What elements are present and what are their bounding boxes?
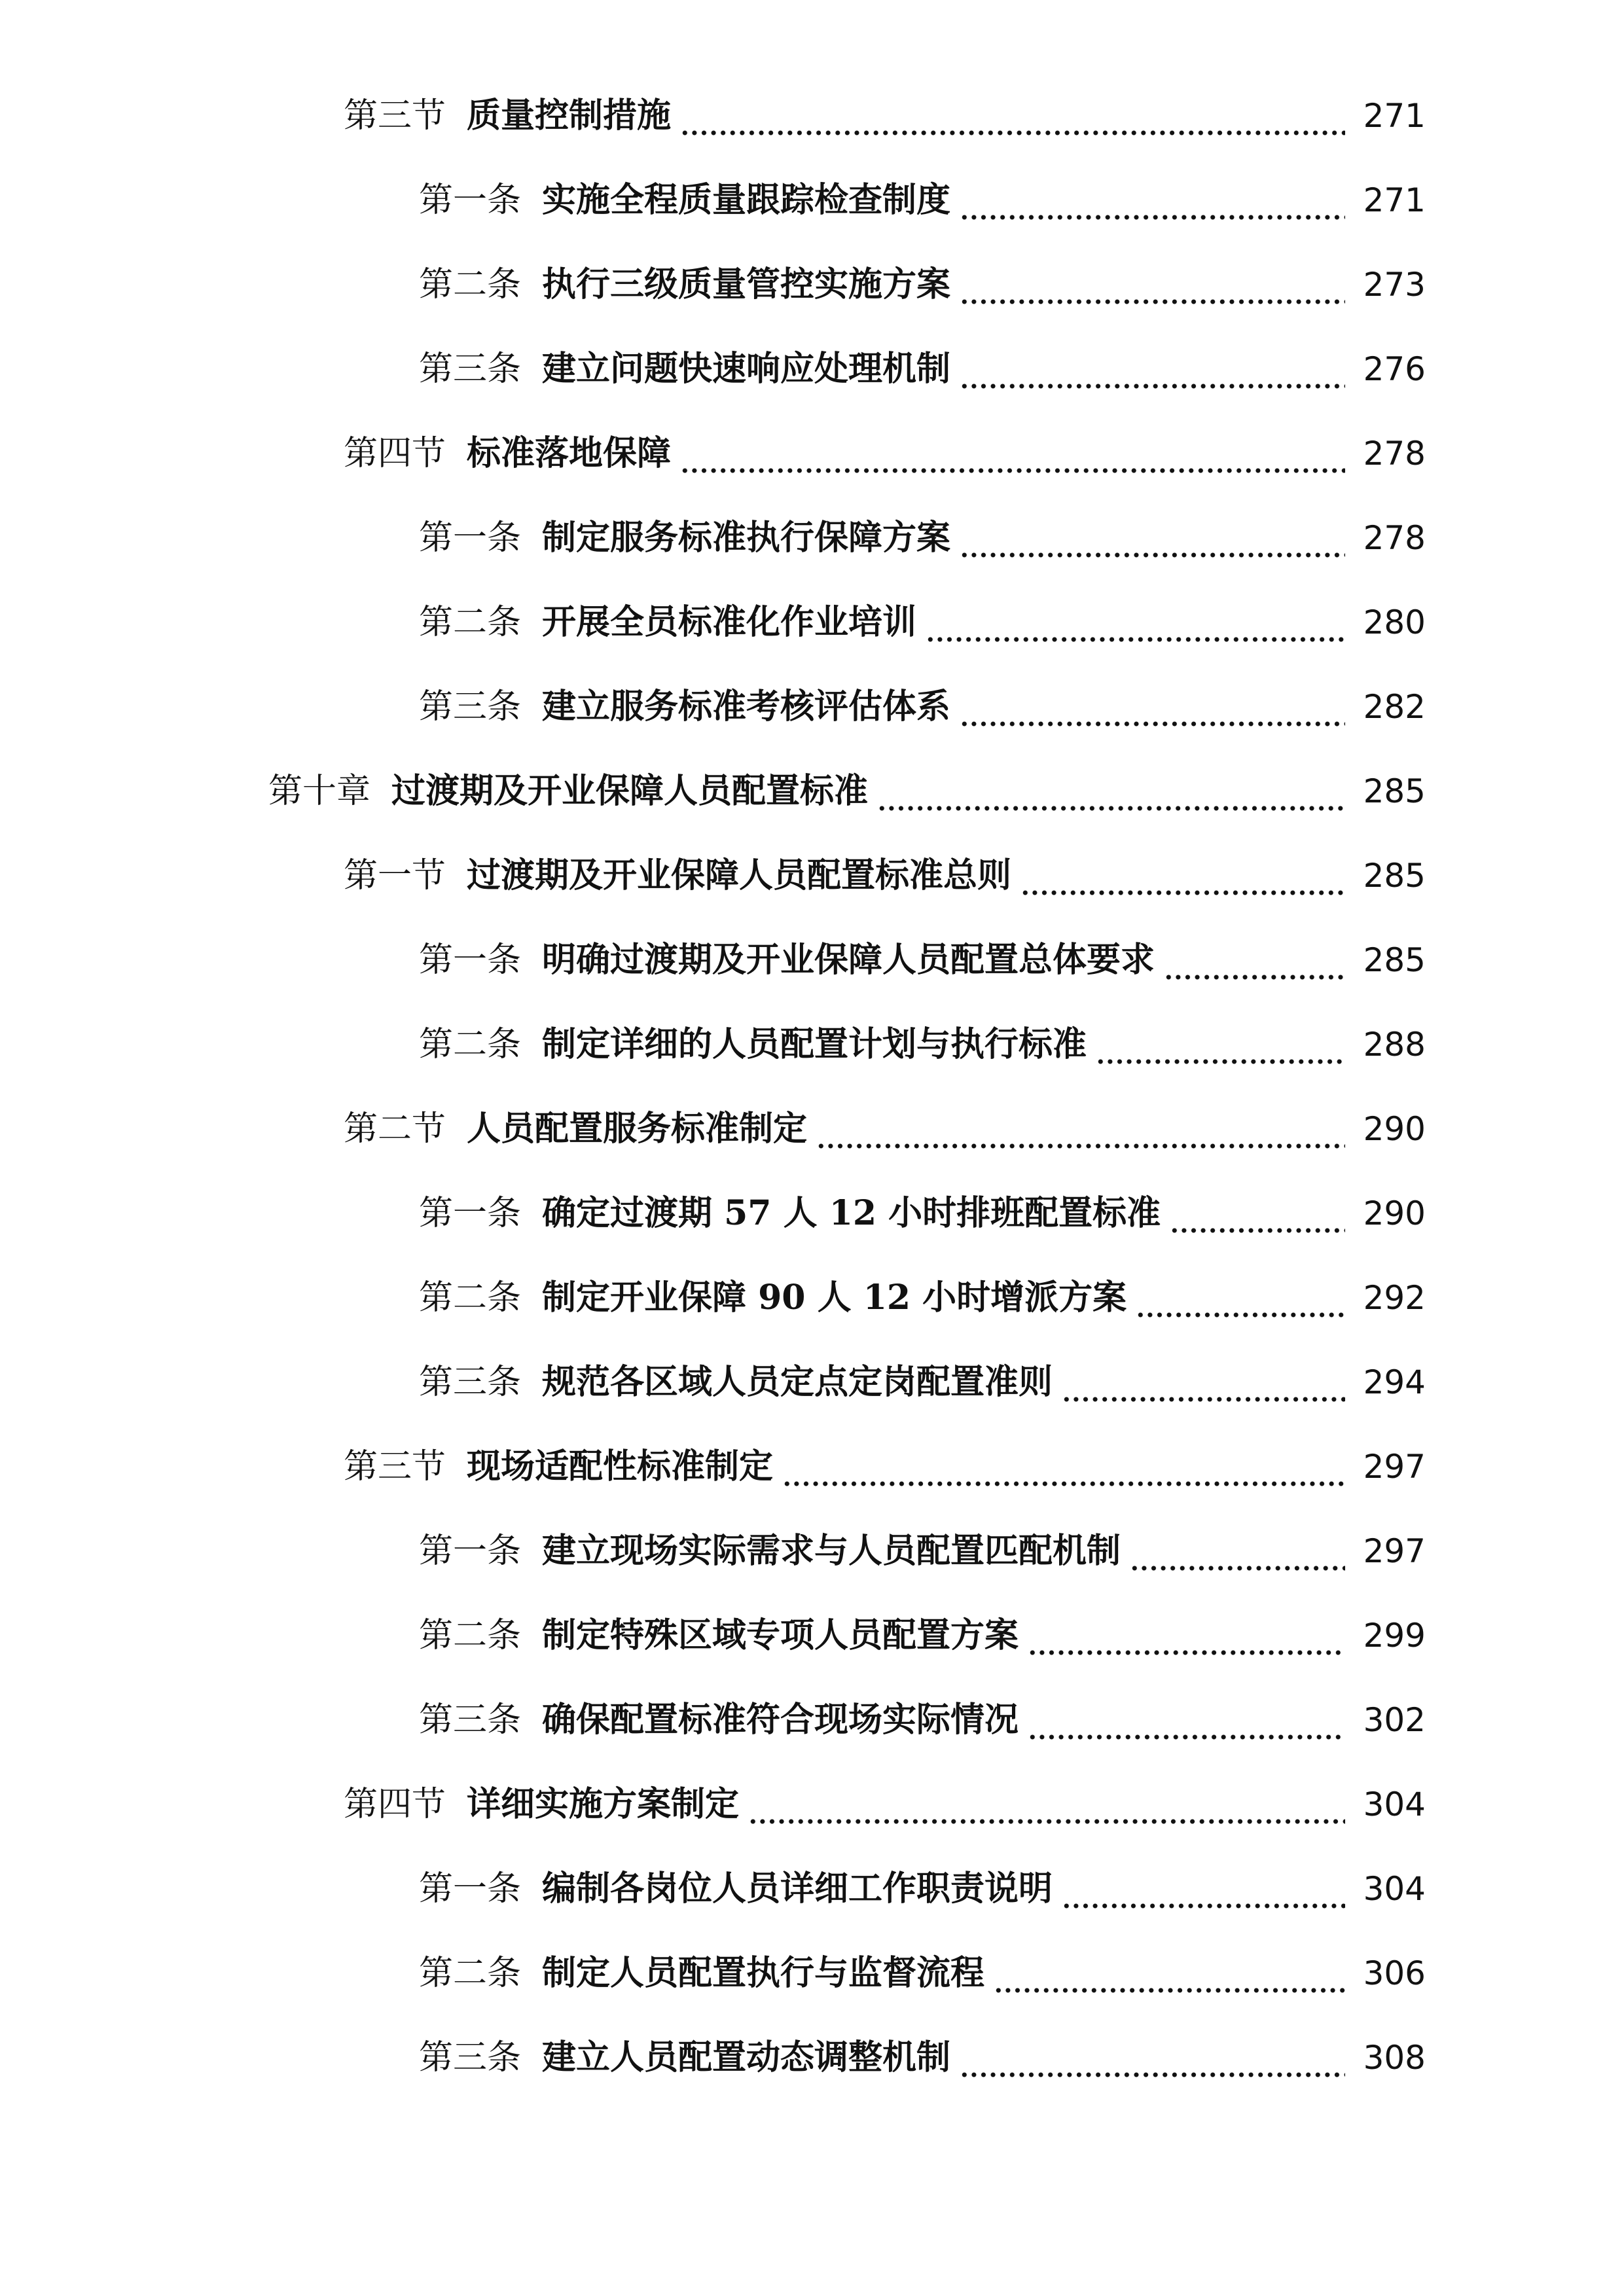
toc-entry-page: 302 (1363, 1700, 1426, 1739)
toc-entry-number: 第四节 (344, 1784, 446, 1824)
toc-entry-section[interactable] (0, 833, 1624, 918)
dot-leader (960, 525, 1345, 559)
toc-entry-number: 第十章 (268, 771, 371, 811)
toc-entry-number: 第一节 (344, 855, 446, 895)
toc-entry-page: 290 (1363, 1109, 1426, 1148)
toc-entry-page: 288 (1363, 1025, 1426, 1064)
toc-entry-title: 人员配置服务标准制定 (467, 1108, 808, 1149)
toc-entry-number: 第一条 (419, 1869, 522, 1909)
dot-leader (1096, 1031, 1345, 1066)
toc-entry-title: 编制各岗位人员详细工作职责说明 (542, 1868, 1053, 1909)
toc-entry-page: 304 (1363, 1785, 1426, 1823)
toc-entry-number: 第二条 (419, 1278, 522, 1318)
dot-leader (816, 1116, 1345, 1150)
toc-entry-number: 第三节 (344, 1446, 446, 1486)
toc-entry-title: 执行三级质量管控实施方案 (542, 264, 951, 304)
toc-entry-page: 294 (1363, 1363, 1426, 1401)
dot-leader (960, 356, 1345, 390)
dot-leader (680, 103, 1345, 137)
toc-entry-number: 第三条 (419, 1700, 522, 1740)
toc-entry-article[interactable] (0, 1255, 1624, 1340)
dot-leader (877, 778, 1345, 812)
toc-entry-title: 过渡期及开业保障人员配置标准 (391, 770, 869, 811)
dot-leader (1028, 1707, 1345, 1741)
toc-entry-title: 标准落地保障 (467, 433, 672, 473)
dot-leader (960, 272, 1345, 306)
toc-entry-title: 详细实施方案制定 (467, 1784, 740, 1824)
toc-entry-article[interactable] (0, 1340, 1624, 1424)
dot-leader (1170, 1200, 1345, 1234)
toc-entry-article[interactable] (0, 1931, 1624, 2015)
dot-leader (960, 2045, 1345, 2079)
toc-entry-number: 第三条 (419, 1362, 522, 1402)
toc-entry-page: 273 (1363, 265, 1426, 304)
dot-leader (1164, 947, 1345, 981)
toc-entry-title: 制定开业保障 90 人 12 小时增派方案 (542, 1277, 1127, 1318)
toc-entry-article[interactable] (0, 495, 1624, 580)
toc-entry-section[interactable] (0, 1762, 1624, 1846)
toc-entry-number: 第一条 (419, 518, 522, 558)
toc-entry-article[interactable] (0, 580, 1624, 664)
toc-entry-article[interactable] (0, 1593, 1624, 1677)
toc-entry-page: 285 (1363, 856, 1426, 895)
toc-entry-number: 第三节 (344, 96, 446, 135)
toc-entry-section[interactable] (0, 1424, 1624, 1509)
toc-entry-chapter[interactable] (0, 749, 1624, 833)
toc-entry-page: 271 (1363, 181, 1426, 219)
toc-entry-article[interactable] (0, 918, 1624, 1002)
toc-entry-page: 276 (1363, 350, 1426, 388)
toc-entry-number: 第一条 (419, 180, 522, 220)
toc-entry-number: 第三条 (419, 687, 522, 726)
toc-entry-article[interactable] (0, 1171, 1624, 1255)
toc-entry-title: 制定服务标准执行保障方案 (542, 517, 951, 558)
dot-leader (960, 187, 1345, 221)
toc-entry-title: 实施全程质量跟踪检查制度 (542, 179, 951, 220)
toc-entry-number: 第一条 (419, 940, 522, 980)
toc-entry-title: 制定详细的人员配置计划与执行标准 (542, 1024, 1087, 1064)
toc-entry-title: 现场适配性标准制定 (467, 1446, 774, 1486)
toc-entry-title: 制定人员配置执行与监督流程 (542, 1952, 985, 1993)
dot-leader (782, 1454, 1345, 1488)
toc-entry-title: 确保配置标准符合现场实际情况 (542, 1699, 1019, 1740)
dot-leader (1020, 863, 1345, 897)
toc-entry-title: 建立问题快速响应处理机制 (542, 348, 951, 389)
toc-entry-page: 292 (1363, 1278, 1426, 1317)
toc-entry-article[interactable] (0, 664, 1624, 749)
toc-entry-number: 第一条 (419, 1531, 522, 1571)
toc-entry-title: 制定特殊区域专项人员配置方案 (542, 1615, 1019, 1655)
toc-entry-article[interactable] (0, 1509, 1624, 1593)
toc-entry-title: 确定过渡期 57 人 12 小时排班配置标准 (542, 1193, 1161, 1233)
toc-entry-page: 299 (1363, 1616, 1426, 1655)
toc-entry-article[interactable] (0, 327, 1624, 411)
toc-entry-number: 第二条 (419, 264, 522, 304)
toc-entry-page: 304 (1363, 1869, 1426, 1908)
dot-leader (994, 1960, 1345, 1994)
toc-entry-page: 278 (1363, 518, 1426, 557)
toc-entry-page: 285 (1363, 772, 1426, 810)
toc-entry-article[interactable] (0, 242, 1624, 327)
toc-entry-page: 306 (1363, 1954, 1426, 1992)
toc-entry-title: 明确过渡期及开业保障人员配置总体要求 (542, 939, 1155, 980)
toc-entry-section[interactable] (0, 1086, 1624, 1171)
toc-entry-page: 282 (1363, 687, 1426, 726)
toc-entry-page: 297 (1363, 1447, 1426, 1486)
toc-entry-number: 第二条 (419, 602, 522, 642)
toc-entry-number: 第四节 (344, 433, 446, 473)
toc-entry-title: 开展全员标准化作业培训 (542, 601, 917, 642)
toc-entry-article[interactable] (0, 1002, 1624, 1086)
toc-entry-page: 308 (1363, 2038, 1426, 2077)
toc-entry-page: 278 (1363, 434, 1426, 473)
toc-entry-section[interactable] (0, 411, 1624, 495)
toc-entry-number: 第二条 (419, 1024, 522, 1064)
toc-entry-title: 规范各区域人员定点定岗配置准则 (542, 1361, 1053, 1402)
dot-leader (1028, 1623, 1345, 1657)
dot-leader (1062, 1876, 1345, 1910)
toc-entry-page: 290 (1363, 1194, 1426, 1232)
toc-entry-number: 第三条 (419, 2037, 522, 2077)
dot-leader (1136, 1285, 1345, 1319)
toc-entry-article[interactable] (0, 2015, 1624, 2100)
dot-leader (748, 1791, 1345, 1825)
toc-entry-page: 297 (1363, 1532, 1426, 1570)
toc-entry-article[interactable] (0, 1846, 1624, 1931)
toc-entry-article[interactable] (0, 1677, 1624, 1762)
toc-entry-title: 建立现场实际需求与人员配置匹配机制 (542, 1530, 1121, 1571)
dot-leader (1062, 1369, 1345, 1403)
toc-entry-title: 过渡期及开业保障人员配置标准总则 (467, 855, 1012, 895)
toc-entry-number: 第三条 (419, 349, 522, 389)
toc-entry-section[interactable] (0, 73, 1624, 158)
toc-entry-number: 第二条 (419, 1953, 522, 1993)
toc-entry-article[interactable] (0, 158, 1624, 242)
toc-entry-page: 280 (1363, 603, 1426, 641)
toc-entry-title: 质量控制措施 (467, 95, 672, 135)
dot-leader (1130, 1538, 1345, 1572)
toc-entry-title: 建立人员配置动态调整机制 (542, 2037, 951, 2077)
toc-entry-page: 285 (1363, 941, 1426, 979)
toc-entry-number: 第二条 (419, 1615, 522, 1655)
toc-entry-title: 建立服务标准考核评估体系 (542, 686, 951, 726)
toc-entry-page: 271 (1363, 96, 1426, 135)
dot-leader (680, 440, 1345, 475)
table-of-contents (0, 73, 1624, 2100)
toc-entry-number: 第一条 (419, 1193, 522, 1233)
dot-leader (926, 609, 1345, 643)
dot-leader (960, 694, 1345, 728)
toc-entry-number: 第二节 (344, 1109, 446, 1149)
